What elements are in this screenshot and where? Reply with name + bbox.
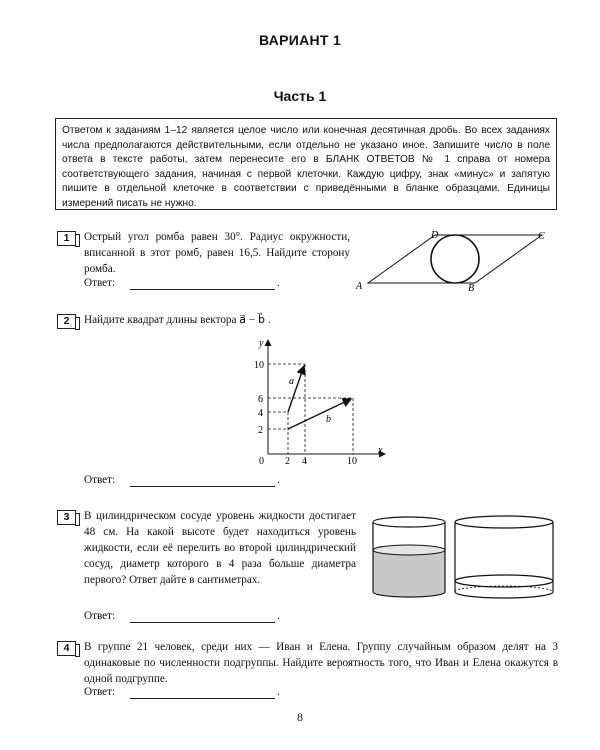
- task-1-number: 1: [57, 231, 76, 246]
- variant-title: ВАРИАНТ 1: [258, 32, 342, 48]
- task-2-number: 2: [57, 314, 76, 329]
- x-tick-2: 2: [285, 456, 290, 467]
- part-title: Часть 1: [273, 88, 327, 104]
- rhombus-label-d: D: [431, 230, 439, 241]
- task-1-text: Острый угол ромба равен 30°. Радиус окружности, вписанной в этот ромб, равен 16,5. Найдите сторону ромба.: [84, 231, 350, 275]
- vector-a: [288, 366, 304, 412]
- vector-graph: [245, 332, 395, 467]
- vector-b-label: b⃗: [326, 414, 339, 425]
- task-2-answer-label: Ответ:: [84, 474, 116, 486]
- task-4-text: В группе 21 человек, среди них — Иван и Елена. Группу случайным образом делят на 3 одинаковые по численности подгруппы. Найдите вероятность того, что Иван и Елена окажутся в одной подгруппе.: [84, 641, 558, 685]
- cylinder-2-liquid-level: [455, 575, 553, 587]
- cylinder-2-top: [455, 516, 553, 528]
- y-axis-label: y: [259, 338, 264, 349]
- x-tick-0: 0: [259, 456, 264, 467]
- task-1-answer-label: Ответ:: [84, 277, 116, 289]
- y-tick-4: 4: [258, 408, 263, 419]
- instructions-box: Ответом к заданиям 1–12 является целое число или конечная десятичная дробь. Во всех заданиях числа предполагаются действительными, если отдельно не указано иное. Запишите число в поле ответа в тексте работы, затем перенесите его в БЛАНК ОТВЕТОВ № 1 справа от номера соответствующего задания, начиная с первой клеточки. Каждую цифру, знак «минус» и запятую пишите в отдельной клеточке в соответствии с приведёнными в бланке образцами. Единицы измерений писать не нужно.: [55, 118, 557, 210]
- task-3-answer-label: Ответ:: [84, 610, 116, 622]
- cylinder-1-liquid: [373, 550, 445, 597]
- vector-b: [288, 399, 351, 429]
- rhombus-label-a: A: [356, 281, 363, 292]
- task-2-answer-dot: .: [277, 474, 280, 486]
- rhombus-label-b: B: [468, 283, 475, 294]
- vector-a-label: a⃗: [289, 376, 302, 387]
- task-4-answer-dot: .: [277, 686, 280, 698]
- cylinders-figure: [365, 510, 560, 610]
- rhombus-figure: [350, 225, 555, 300]
- page-number: 8: [297, 710, 303, 724]
- task-4-answer-field[interactable]: [130, 698, 275, 699]
- y-tick-6: 6: [258, 394, 263, 405]
- task-1-answer-field[interactable]: [130, 289, 275, 290]
- inscribed-circle: [431, 235, 479, 283]
- rhombus-shape: [368, 235, 542, 283]
- task-4-number: 4: [57, 641, 76, 656]
- rhombus-label-c: C: [538, 231, 545, 242]
- task-2-text: Найдите квадрат длины вектора a⃗ − b⃗ .: [84, 314, 271, 326]
- y-tick-2: 2: [258, 425, 263, 436]
- x-axis-label: x: [378, 445, 383, 456]
- cylinder-1-top: [373, 517, 445, 527]
- task-3-answer-dot: .: [277, 610, 280, 622]
- task-4-answer-label: Ответ:: [84, 686, 116, 698]
- task-2-answer-field[interactable]: [130, 486, 275, 487]
- y-tick-10: 10: [254, 360, 264, 371]
- task-1-answer-dot: .: [277, 277, 280, 289]
- x-tick-10: 10: [347, 456, 357, 467]
- task-3-text: В цилиндрическом сосуде уровень жидкости достигает 48 см. На какой высоте будет находиться уровень жидкости, если её перелить во второй цилиндрический сосуд, диаметр которого в 4 раза больше диаметра первого? Ответ дайте в сантиметрах.: [84, 510, 356, 586]
- task-3-answer-field[interactable]: [130, 622, 275, 623]
- x-tick-4: 4: [302, 456, 307, 467]
- task-3-number: 3: [57, 510, 76, 525]
